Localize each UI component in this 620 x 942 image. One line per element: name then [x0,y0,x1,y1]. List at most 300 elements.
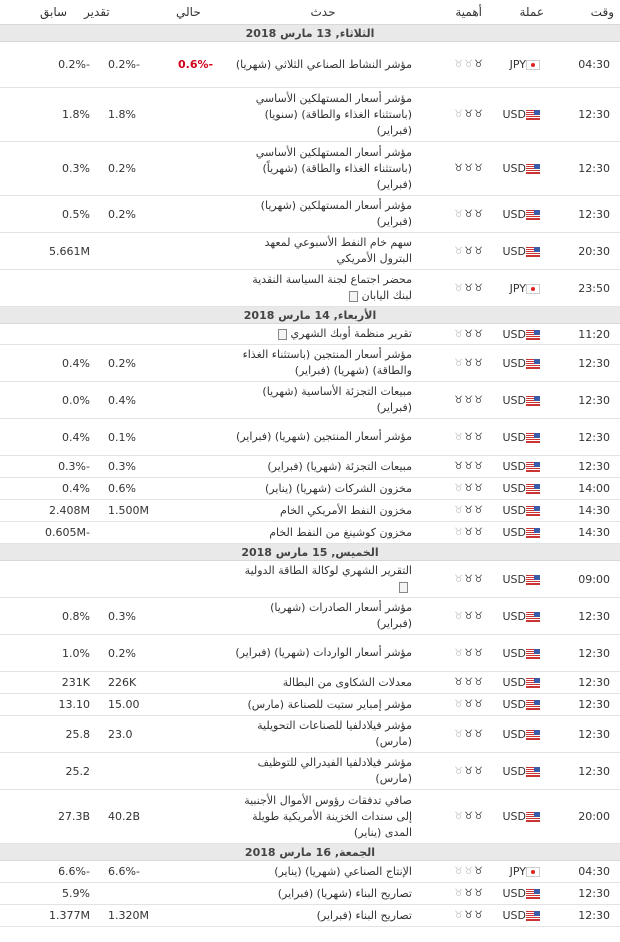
event-currency [488,270,550,307]
us-flag-icon [526,889,540,899]
event-row[interactable] [0,790,620,844]
event-time: 11:20 [550,324,620,345]
event-previous: 231K [0,672,78,694]
event-row[interactable] [0,419,620,456]
event-cell[interactable] [230,753,416,790]
currency-code: USD [502,393,526,407]
header-forecast[interactable]: تقدير [78,0,170,25]
event-forecast: 0.2% [78,142,170,196]
us-flag-icon [526,110,540,120]
event-time: 20:00 [550,790,620,844]
currency-code: USD [502,810,526,823]
event-name[interactable]: محضر اجتماع لجنة السياسة النقدية لبنك اليابان [252,273,412,302]
currency-code: USD [502,676,526,689]
event-cell[interactable] [230,694,416,716]
us-flag-icon [526,700,540,710]
currency-code: USD [502,727,526,741]
bull-icon: ♉ [464,394,475,406]
event-importance [416,88,488,142]
currency-code: JPY [509,865,526,878]
event-forecast: 0.4% [78,382,170,419]
event-cell[interactable] [230,790,416,844]
bull-icon: ♉ [464,765,475,777]
bull-icon: ♉ [464,163,475,174]
event-actual [170,500,230,522]
currency-code: USD [502,526,526,539]
event-forecast: 40.2B [78,790,170,844]
event-row[interactable] [0,716,620,753]
event-name[interactable]: معدلات الشكاوى من البطالة [282,675,412,689]
event-cell[interactable] [230,196,416,233]
event-currency [488,561,550,598]
date-row [0,307,620,324]
event-currency [488,345,550,382]
event-importance [416,522,488,544]
event-row[interactable] [0,233,620,270]
event-currency [488,753,550,790]
event-time: 12:30 [550,635,620,672]
event-forecast [78,324,170,345]
date-row [0,544,620,561]
us-flag-icon [526,396,540,406]
bull-icon: ♉ [474,527,484,538]
event-cell[interactable] [230,500,416,522]
event-row[interactable] [0,382,620,419]
event-row[interactable] [0,753,620,790]
event-previous: 0.3% [0,142,78,196]
event-forecast: 1.500M [78,500,170,522]
header-actual[interactable]: حالي [170,0,230,25]
event-previous: 0.8% [0,598,78,635]
bull-icon: ♉ [454,461,465,472]
event-name[interactable]: مخزون الشركات (شهريا) (يناير) [265,481,412,495]
event-forecast [78,522,170,544]
bull-icon: ♉ [454,208,465,220]
event-actual [170,883,230,905]
event-time: 12:30 [550,456,620,478]
event-previous [0,324,78,345]
document-icon[interactable] [278,329,287,340]
currency-code: USD [502,646,526,660]
event-row[interactable] [0,42,620,88]
event-cell[interactable] [230,635,416,672]
bull-icon: ♉ [474,109,484,120]
event-currency [488,598,550,635]
event-actual [170,270,230,307]
document-icon[interactable] [399,582,408,593]
event-row[interactable] [0,694,620,716]
event-forecast [78,753,170,790]
event-row[interactable] [0,345,620,382]
us-flag-icon [526,812,540,822]
date-row [0,25,620,42]
event-actual [170,324,230,345]
event-name[interactable]: مؤشر أسعار المنتجين (باستثناء الغذاء والطاقة) (شهريا) (فبراير) [242,348,412,377]
bull-icon: ♉ [454,527,465,538]
bull-icon: ♉ [464,728,475,740]
event-cell[interactable] [230,456,416,478]
event-actual [170,419,230,456]
bull-icon: ♉ [474,483,484,494]
currency-code: USD [502,764,526,778]
event-name[interactable]: صافي تدفقات رؤوس الأموال الأجنبية إلى سندات الخزينة الأمريكية طويلة المدى (يناير) [244,793,412,839]
event-name[interactable]: التقرير الشهري لوكالة الطاقة الدولية [244,564,412,577]
event-time: 23:50 [550,270,620,307]
bull-icon: ♉ [464,59,475,70]
bull-icon: ♉ [454,728,465,740]
event-previous: 25.8 [0,716,78,753]
us-flag-icon [526,506,540,516]
bull-icon: ♉ [474,328,484,340]
header-time[interactable]: وقت [550,0,620,25]
event-currency [488,478,550,500]
event-cell[interactable] [230,382,416,419]
event-forecast [78,883,170,905]
event-importance [416,883,488,905]
event-cell[interactable] [230,672,416,694]
event-row[interactable] [0,142,620,196]
event-importance [416,345,488,382]
us-flag-icon [526,462,540,472]
bull-icon: ♉ [474,888,484,899]
event-currency [488,672,550,694]
bull-icon: ♉ [454,505,465,516]
event-previous: 0.0% [0,382,78,419]
us-flag-icon [526,911,540,921]
currency-code: JPY [509,281,526,295]
event-row[interactable] [0,598,620,635]
event-forecast: 0.2% [78,196,170,233]
bull-icon: ♉ [464,357,475,369]
event-forecast: 15.00 [78,694,170,716]
header-event[interactable]: حدث [230,0,416,25]
bull-icon: ♉ [464,647,475,659]
event-forecast: 0.2% [78,635,170,672]
event-actual [170,345,230,382]
bull-icon: ♉ [464,431,475,443]
event-row[interactable] [0,883,620,905]
event-name[interactable]: مؤشر إمباير ستيت للصناعة (مارس) [247,697,412,711]
us-flag-icon [526,730,540,740]
event-cell[interactable] [230,270,416,307]
event-name[interactable]: تقرير منظمة أوبك الشهري [290,327,412,340]
bull-icon: ♉ [464,461,475,472]
event-cell[interactable] [230,142,416,196]
bull-icon: ♉ [474,677,484,688]
event-cell[interactable] [230,233,416,270]
event-name[interactable]: مؤشر النشاط الصناعي الثلاثي (شهريا) [235,57,412,71]
event-importance [416,861,488,883]
bull-icon: ♉ [464,573,475,585]
event-row[interactable] [0,500,620,522]
event-name[interactable]: مبيعات التجزئة الأساسية (شهريا) (فبراير) [262,385,412,414]
event-currency [488,883,550,905]
bull-icon: ♉ [474,245,484,257]
bull-icon: ♉ [464,811,475,822]
japan-flag-icon [526,867,540,877]
event-name[interactable]: مؤشر أسعار الواردات (شهريا) (فبراير) [235,646,412,659]
event-name[interactable]: مخزون النفط الأمريكي الخام [280,503,412,517]
bull-icon: ♉ [464,527,475,538]
event-row[interactable] [0,478,620,500]
currency-code: USD [502,430,526,444]
event-time: 12:30 [550,382,620,419]
event-cell[interactable] [230,42,416,88]
event-cell[interactable] [230,861,416,883]
event-currency [488,790,550,844]
header-previous[interactable]: سابق [0,0,78,25]
us-flag-icon [526,649,540,659]
bull-icon: ♉ [474,699,484,710]
currency-code: USD [502,244,526,258]
bull-icon: ♉ [454,59,465,70]
event-currency [488,142,550,196]
event-time: 09:00 [550,561,620,598]
bull-icon: ♉ [454,245,465,257]
event-importance [416,324,488,345]
event-importance [416,456,488,478]
event-name[interactable]: الإنتاج الصناعي (شهريا) (يناير) [274,864,412,878]
event-name[interactable]: مخزون كوشينغ من النفط الخام [269,525,412,539]
event-actual [170,88,230,142]
event-actual [170,753,230,790]
event-actual [170,233,230,270]
event-row[interactable] [0,196,620,233]
bull-icon: ♉ [464,282,475,294]
event-forecast: 1.8% [78,88,170,142]
event-row[interactable] [0,635,620,672]
bull-icon: ♉ [474,505,484,516]
event-actual [170,694,230,716]
currency-code: JPY [509,58,526,71]
event-row[interactable] [0,672,620,694]
event-name[interactable]: مبيعات التجزئة (شهريا) (فبراير) [267,459,412,473]
event-currency [488,233,550,270]
bull-icon: ♉ [474,647,484,659]
event-row[interactable] [0,905,620,927]
event-previous: 25.2 [0,753,78,790]
event-cell[interactable] [230,478,416,500]
event-name[interactable]: سهم خام النفط الأسبوعي لمعهد البترول الأمريكي [264,236,412,265]
event-cell[interactable] [230,883,416,905]
event-cell[interactable] [230,88,416,142]
date-label: الجمعة, 16 مارس 2018 [0,844,620,861]
bull-icon: ♉ [454,573,465,585]
event-time: 14:00 [550,478,620,500]
currency-code: USD [502,207,526,221]
us-flag-icon [526,528,540,538]
bull-icon: ♉ [464,208,475,220]
event-previous: 0.4% [0,345,78,382]
us-flag-icon [526,210,540,220]
event-name[interactable]: مؤشر أسعار المنتجين (شهريا) (فبراير) [235,430,412,443]
event-time: 12:30 [550,196,620,233]
event-time: 04:30 [550,861,620,883]
bull-icon: ♉ [454,394,465,406]
event-currency [488,522,550,544]
currency-code: USD [502,108,526,121]
bull-icon: ♉ [454,811,465,822]
event-row[interactable] [0,456,620,478]
us-flag-icon [526,678,540,688]
event-time: 12:30 [550,142,620,196]
event-forecast: 0.3% [78,456,170,478]
event-previous [0,561,78,598]
event-cell[interactable] [230,522,416,544]
bull-icon: ♉ [474,461,484,472]
event-time: 12:30 [550,672,620,694]
event-previous [0,270,78,307]
event-time: 12:30 [550,598,620,635]
event-previous: 5.9% [0,883,78,905]
header-importance[interactable]: أهمية [416,0,488,25]
bull-icon: ♉ [474,208,484,220]
event-previous: 0.5% [0,196,78,233]
event-cell[interactable] [230,905,416,927]
event-row[interactable] [0,324,620,345]
event-time: 12:30 [550,694,620,716]
event-currency [488,42,550,88]
bull-icon: ♉ [464,888,475,899]
event-importance [416,270,488,307]
event-importance [416,716,488,753]
currency-code: USD [502,327,526,341]
us-flag-icon [526,484,540,494]
event-previous: 1.0% [0,635,78,672]
event-currency [488,500,550,522]
event-row[interactable] [0,522,620,544]
currency-code: USD [502,909,526,922]
bull-icon: ♉ [454,677,465,688]
japan-flag-icon [526,284,540,294]
event-row[interactable] [0,270,620,307]
event-previous: 27.3B [0,790,78,844]
currency-code: USD [502,887,526,900]
bull-icon: ♉ [474,811,484,822]
event-time: 12:30 [550,419,620,456]
event-forecast: 226K [78,672,170,694]
event-row[interactable] [0,561,620,598]
event-importance [416,500,488,522]
event-time: 12:30 [550,716,620,753]
event-previous: -0.3% [0,456,78,478]
event-name[interactable]: تصاريح البناء (فبراير) [316,908,412,922]
currency-code: USD [502,162,526,175]
event-name[interactable]: مؤشر أسعار المستهلكين الأساسي (باستثناء الغذاء والطاقة) (شهرياً) (فبراير) [255,145,412,191]
event-forecast: -0.2% [78,42,170,88]
event-time: 12:30 [550,345,620,382]
us-flag-icon [526,433,540,443]
event-name[interactable]: مؤشر أسعار الصادرات (شهريا) (فبراير) [270,601,412,630]
bull-icon: ♉ [454,431,465,443]
event-forecast: 0.6% [78,478,170,500]
event-forecast [78,233,170,270]
event-actual: -0.6% [170,42,230,88]
bull-icon: ♉ [454,483,465,494]
bull-icon: ♉ [454,328,465,340]
event-row[interactable] [0,88,620,142]
event-time: 14:30 [550,500,620,522]
event-currency [488,694,550,716]
event-forecast: 0.3% [78,598,170,635]
event-time: 12:30 [550,88,620,142]
event-forecast [78,270,170,307]
bull-icon: ♉ [474,59,484,70]
event-actual [170,861,230,883]
bull-icon: ♉ [474,431,484,443]
event-currency [488,324,550,345]
event-previous: 0.4% [0,419,78,456]
event-forecast: 23.0 [78,716,170,753]
date-label: الخميس, 15 مارس 2018 [0,544,620,561]
event-name[interactable]: مؤشر أسعار المستهلكين الأساسي (باستثناء الغذاء والطاقة) (سنويا) (فبراير) [255,91,412,137]
event-name[interactable]: مؤشر فيلادلفيا للصناعات التحويلية (مارس) [257,719,412,748]
event-cell[interactable] [230,716,416,753]
event-cell[interactable] [230,324,416,345]
event-importance [416,790,488,844]
header-row [0,0,620,25]
bull-icon: ♉ [474,728,484,740]
event-row[interactable] [0,861,620,883]
bull-icon: ♉ [454,765,465,777]
document-icon[interactable] [349,291,358,302]
event-actual [170,716,230,753]
event-currency [488,88,550,142]
event-actual [170,196,230,233]
event-cell[interactable] [230,345,416,382]
event-actual [170,790,230,844]
bull-icon: ♉ [464,505,475,516]
event-actual [170,561,230,598]
bull-icon: ♉ [474,282,484,294]
bull-icon: ♉ [474,394,484,406]
currency-code: USD [502,482,526,495]
event-importance [416,598,488,635]
event-previous: 0.4% [0,478,78,500]
event-name[interactable]: مؤشر أسعار المستهلكين (شهريا) (فبراير) [260,199,412,228]
bull-icon: ♉ [454,699,465,710]
event-previous: 13.10 [0,694,78,716]
event-importance [416,142,488,196]
event-currency [488,196,550,233]
event-currency [488,456,550,478]
bull-icon: ♉ [454,866,465,877]
event-time: 12:30 [550,883,620,905]
event-cell[interactable] [230,419,416,456]
event-currency [488,382,550,419]
event-previous: 5.661M [0,233,78,270]
bull-icon: ♉ [464,245,475,257]
event-importance [416,694,488,716]
bull-icon: ♉ [464,109,475,120]
date-label: الثلاثاء, 13 مارس 2018 [0,25,620,42]
event-name[interactable]: تصاريح البناء (شهريا) (فبراير) [277,886,412,900]
event-importance [416,419,488,456]
currency-code: USD [502,504,526,517]
event-cell[interactable] [230,598,416,635]
event-cell[interactable] [230,561,416,598]
bull-icon: ♉ [454,610,465,622]
us-flag-icon [526,164,540,174]
header-currency[interactable]: عملة [488,0,550,25]
currency-code: USD [502,572,526,586]
japan-flag-icon [526,60,540,70]
event-forecast: 0.2% [78,345,170,382]
event-importance [416,233,488,270]
us-flag-icon [526,612,540,622]
event-name[interactable]: مؤشر فيلادلفيا الفيدرالي للتوظيف (مارس) [257,756,412,785]
currency-code: USD [502,609,526,623]
